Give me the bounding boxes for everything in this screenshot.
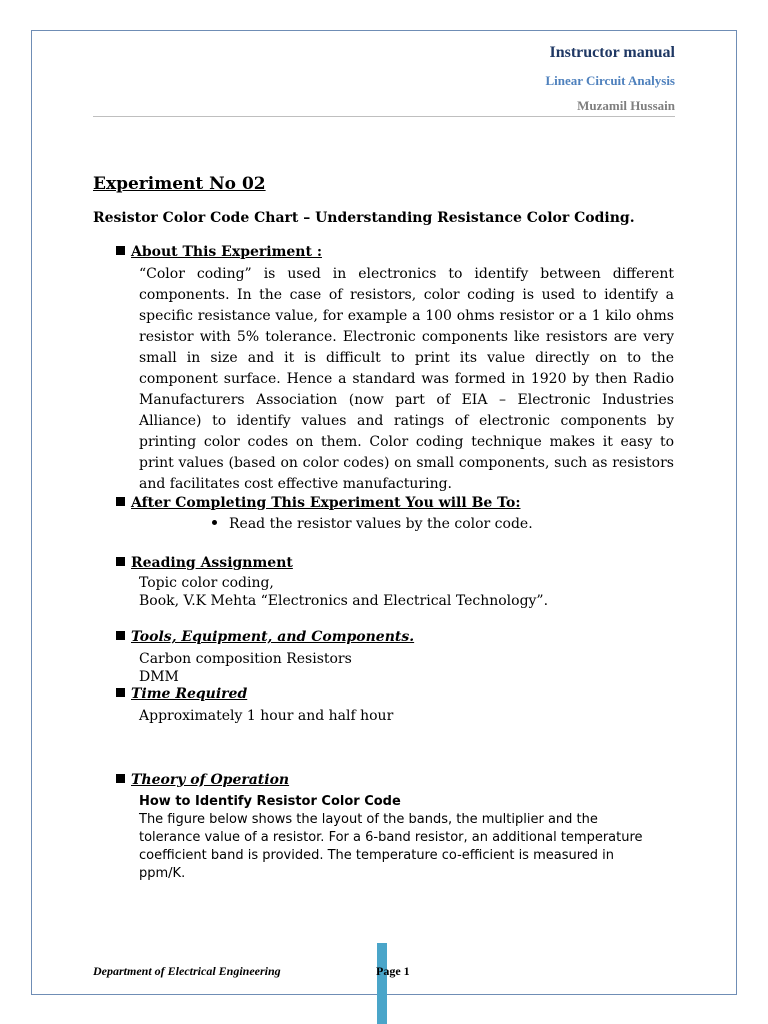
square-bullet-icon xyxy=(116,557,125,566)
square-bullet-icon xyxy=(116,497,125,506)
after-heading-text: After Completing This Experiment You will Be To: xyxy=(131,495,521,511)
about-paragraph: “Color coding” is used in electronics to identify between different components. In the case of resistors, color coding is used to identify a specific resistance value, for example a 100 ohms resistor or a 1 kilo ohms resistor with 5% tolerance. Electronic components like resistors are very small in size and it is difficult to print its value directly on to the component surface. Hence a standard was formed in 1920 by then Radio Manufacturers Association (now part of EIA – Electronic Industries Alliance) to identify values and ratings of electronic components by printing color codes on them. Color coding technique makes it easy to print values (based on color codes) on small components, such as resistors and facilitates cost effective manufacturing. xyxy=(139,266,674,492)
header-divider xyxy=(93,116,675,117)
header-course: Linear Circuit Analysis xyxy=(545,73,675,88)
tools-line-2: DMM xyxy=(139,669,179,685)
square-bullet-icon xyxy=(116,688,125,697)
experiment-title: Experiment No 02 xyxy=(93,174,266,194)
footer-department: Department of Electrical Engineering xyxy=(93,964,281,978)
theory-subheading: How to Identify Resistor Color Code xyxy=(139,794,401,809)
experiment-subtitle: Resistor Color Code Chart – Understanding Resistance Color Coding. xyxy=(93,210,635,226)
after-item-text: Read the resistor values by the color code. xyxy=(229,516,533,532)
section-reading-heading xyxy=(116,555,293,571)
time-line-1: Approximately 1 hour and half hour xyxy=(139,708,394,724)
theory-line-1: The figure below shows the layout of the bands, the multiplier and the xyxy=(139,812,598,827)
square-bullet-icon xyxy=(116,774,125,783)
after-list-item xyxy=(212,516,533,532)
reading-line-2: Book, V.K Mehta “Electronics and Electrical Technology”. xyxy=(139,593,549,609)
square-bullet-icon xyxy=(116,246,125,255)
tools-line-1: Carbon composition Resistors xyxy=(139,651,352,667)
time-heading-text: Time Required xyxy=(131,686,248,702)
square-bullet-icon xyxy=(116,631,125,640)
section-time-heading xyxy=(116,686,247,702)
section-theory-heading xyxy=(116,772,289,788)
header-title: Instructor manual xyxy=(549,44,675,61)
reading-line-1: Topic color coding, xyxy=(139,575,274,591)
theory-line-3: coefficient band is provided. The temperature co-efficient is measured in xyxy=(139,848,615,863)
section-tools-heading xyxy=(116,629,414,645)
bullet-dot-icon xyxy=(212,520,217,525)
theory-line-2: tolerance value of a resistor. For a 6-band resistor, an additional temperature xyxy=(139,830,643,845)
reading-heading-text: Reading Assignment xyxy=(131,555,293,571)
theory-line-4: ppm/K. xyxy=(139,866,186,881)
section-about-heading xyxy=(116,244,322,260)
page-number-tab xyxy=(377,943,387,1024)
header-author: Muzamil Hussain xyxy=(577,98,675,113)
about-heading-text: About This Experiment : xyxy=(131,244,322,260)
theory-heading-text: Theory of Operation xyxy=(131,772,290,788)
footer-page-number: Page 1 xyxy=(376,964,410,978)
section-after-heading xyxy=(116,495,521,511)
tools-heading-text: Tools, Equipment, and Components. xyxy=(131,629,415,645)
